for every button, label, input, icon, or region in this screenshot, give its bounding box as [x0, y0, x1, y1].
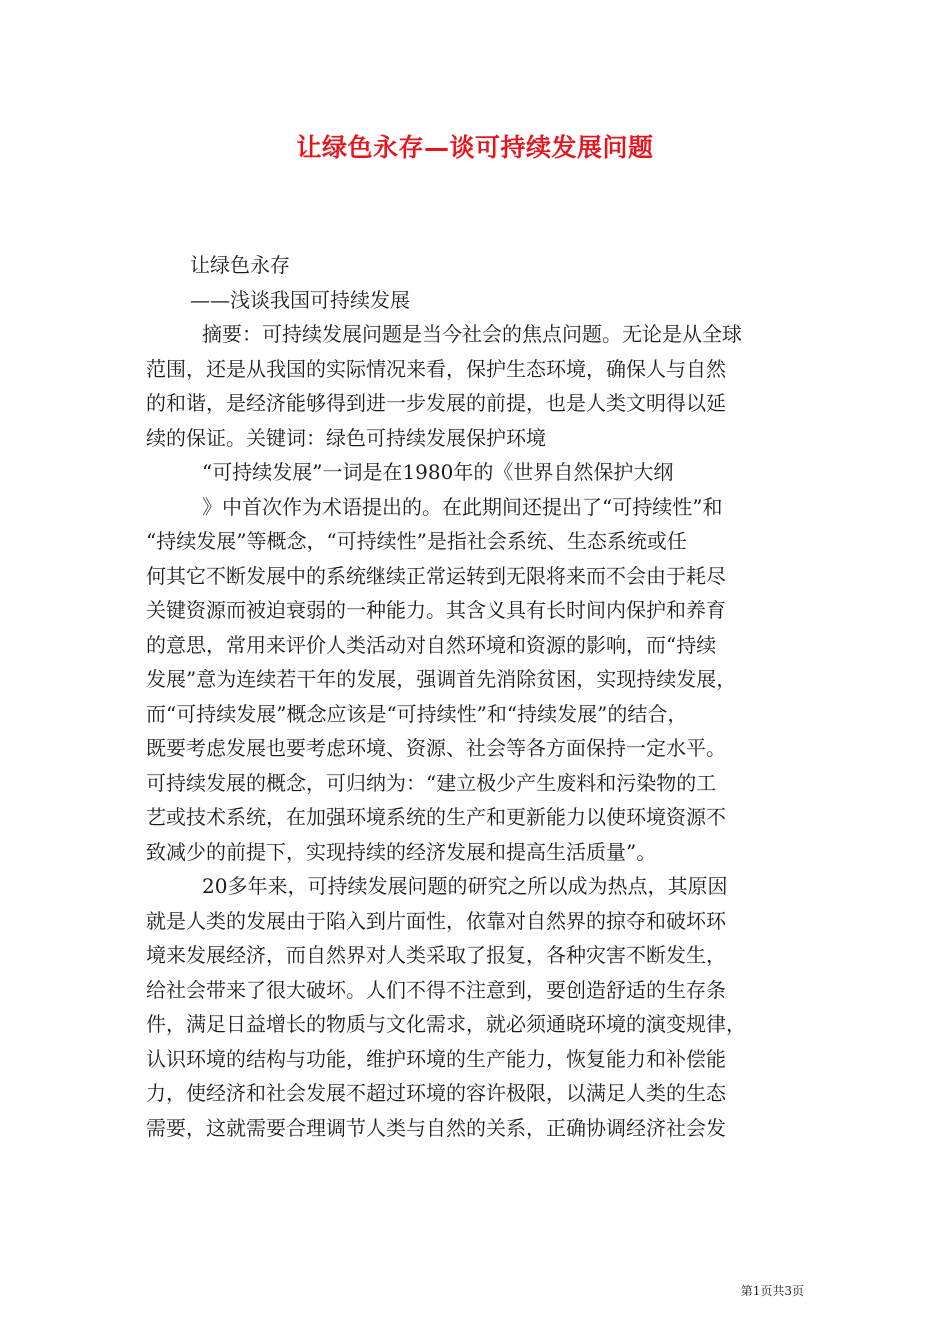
text-line: 关键资源而被迫衰弱的一种能力。其含义具有长时间内保护和养育: [146, 598, 726, 622]
document-title: 让绿色永存—谈可持续发展问题: [296, 133, 654, 162]
text-line: 给社会带来了很大破坏。人们不得不注意到，要创造舒适的生存条: [146, 977, 726, 1002]
text-line: 何其它不断发展中的系统继续正常运转到无限将来而不会由于耗尽: [146, 563, 726, 588]
text-line: 续的保证。关键词：绿色可持续发展保护环境: [146, 425, 546, 450]
text-line: ——浅谈我国可持续发展: [190, 287, 410, 312]
text-line: 而“可持续发展”概念应该是“可持续性”和“持续发展”的结合，: [146, 701, 688, 726]
text-line: 力，使经济和社会发展不超过环境的容许极限，以满足人类的生态: [146, 1081, 726, 1105]
text-line: 20多年来，可持续发展问题的研究之所以成为热点，其原因: [202, 874, 728, 898]
text-line: 致减少的前提下，实现持续的经济发展和提高生活质量”。: [146, 839, 657, 864]
text-line: 》中首次作为术语提出的。在此期间还提出了“可持续性”和: [202, 494, 723, 519]
page-footer: 第1页共3页: [740, 1284, 804, 1298]
text-line: 范围，还是从我国的实际情况来看，保护生态环境，确保人与自然: [146, 356, 726, 381]
text-line: 发展”意为连续若干年的发展，强调首先消除贫困，实现持续发展，: [146, 667, 737, 691]
text-line: “持续发展”等概念，“可持续性”是指社会系统、生态系统或任: [146, 529, 687, 553]
text-line: 的意思，常用来评价人类活动对自然环境和资源的影响，而“持续: [146, 632, 717, 657]
text-line: 摘要：可持续发展问题是当今社会的焦点问题。无论是从全球: [202, 322, 742, 346]
text-line: 让绿色永存: [190, 253, 290, 277]
text-line: 艺或技术系统，在加强环境系统的生产和更新能力以使环境资源不: [146, 805, 726, 829]
text-line: 需要，这就需要合理调节人类与自然的关系，正确协调经济社会发: [146, 1115, 726, 1140]
text-line: 境来发展经济，而自然界对人类采取了报复，各种灾害不断发生，: [146, 943, 726, 967]
document-body: [146, 248, 826, 1145]
text-line: 就是人类的发展由于陷入到片面性，依靠对自然界的掠夺和破坏环: [146, 908, 726, 933]
text-line: “可持续发展”一词是在1980年的《世界自然保护大纲: [202, 460, 674, 484]
text-line: 可持续发展的概念，可归纳为：“建立极少产生废料和污染物的工: [146, 770, 717, 795]
text-line: 件，满足日益增长的物质与文化需求，就必须通晓环境的演变规律，: [146, 1012, 746, 1036]
text-line: 认识环境的结构与功能，维护环境的生产能力，恢复能力和补偿能: [146, 1046, 726, 1071]
text-line: 既要考虑发展也要考虑环境、资源、社会等各方面保持一定水平。: [146, 736, 726, 760]
text-line: 的和谐，是经济能够得到进一步发展的前提，也是人类文明得以延: [146, 391, 726, 415]
